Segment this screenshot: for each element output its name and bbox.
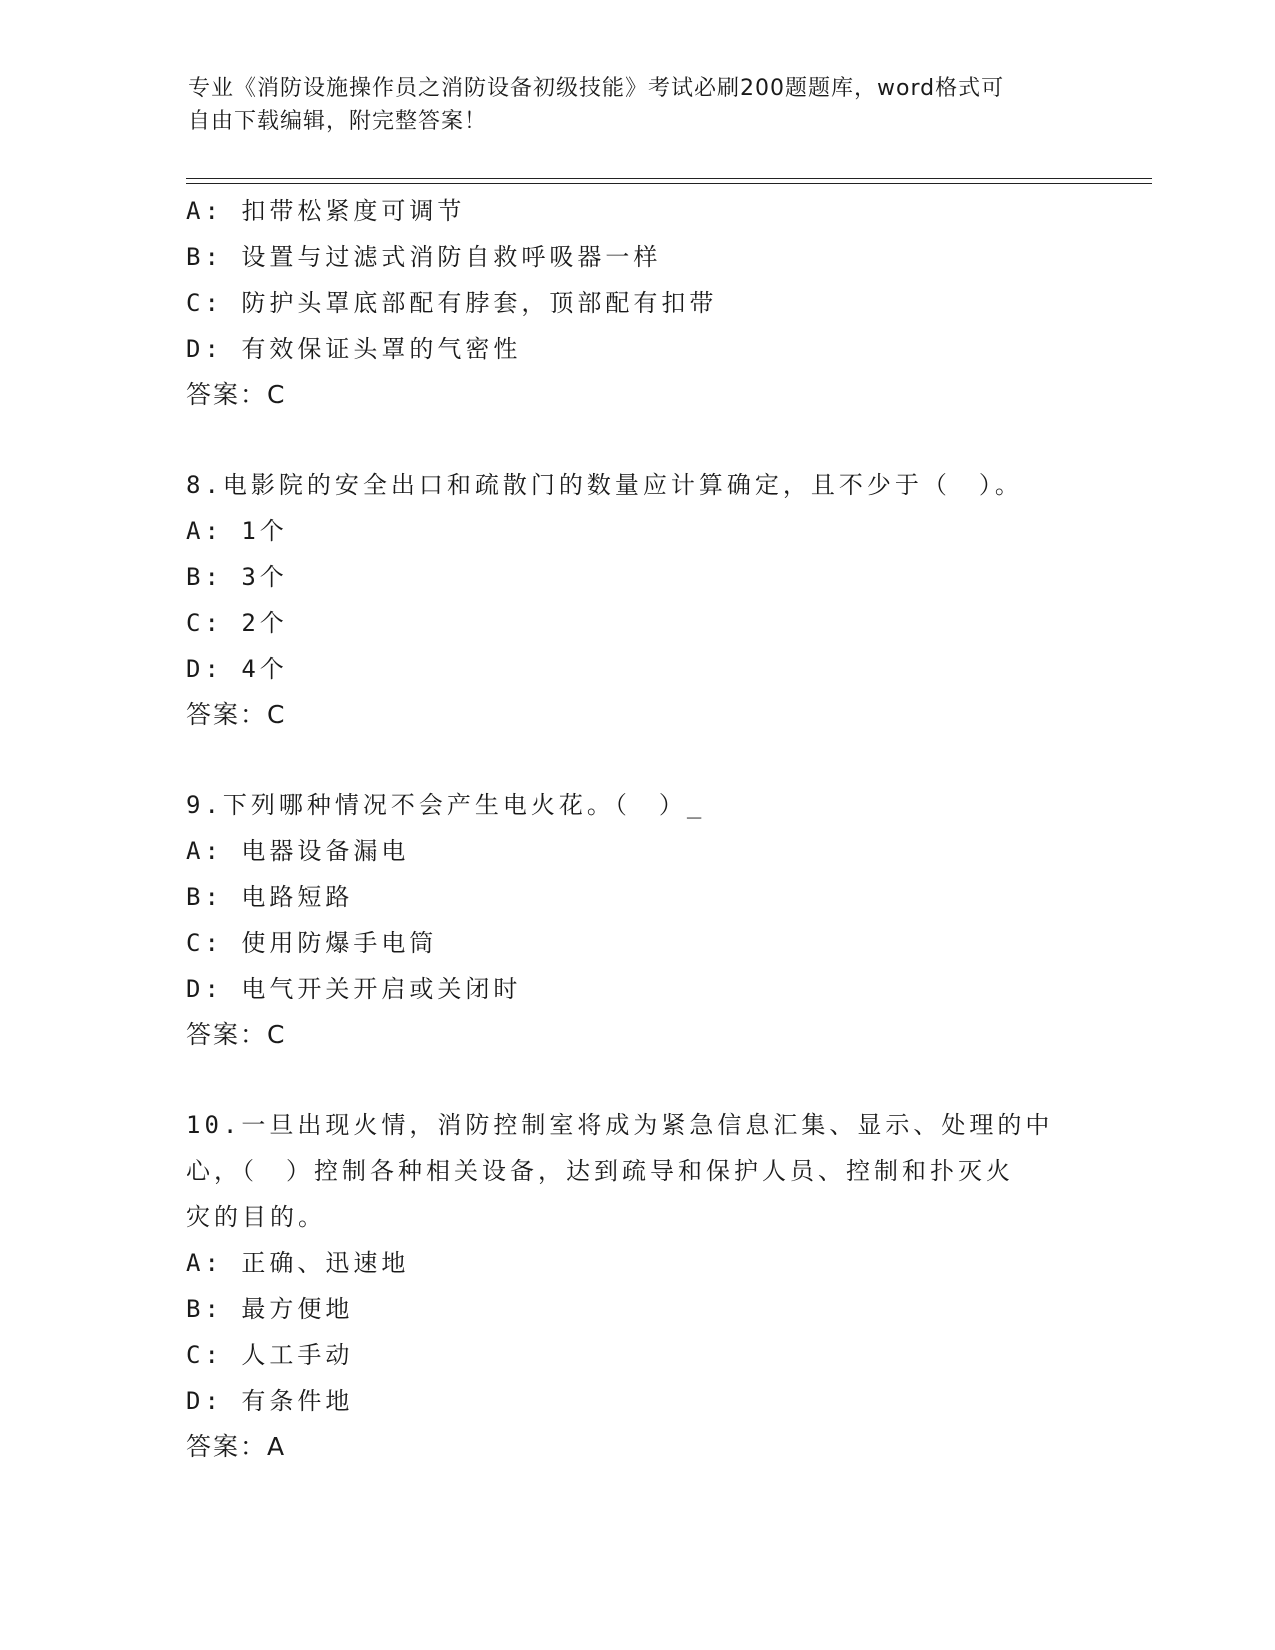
option-c: C: 2个 [186,609,288,637]
answer-line: 答案：C [186,700,287,729]
header-line-2: 自由下载编辑，附完整答案！ [188,109,488,134]
option-d: D: 4个 [186,655,288,683]
question-content [186,188,1086,1470]
option-a: A: 1个 [186,517,288,545]
answer-line: 答案：C [186,1020,287,1049]
option-c: C: 人工手动 [186,1341,354,1369]
answer-line: 答案：A [186,1432,287,1461]
answer-line: 答案：C [186,380,287,409]
option-b: B: 最方便地 [186,1295,354,1323]
question-text [186,1102,1086,1240]
option-d: D: 电气开关开启或关闭时 [186,975,522,1003]
option-b: B: 设置与过滤式消防自救呼吸器一样 [186,243,662,271]
option-a: A: 电器设备漏电 [186,837,410,865]
question-text-line-2: 心，（ ）控制各种相关设备，达到疏导和保护人员、控制和扑灭火 [186,1157,1014,1185]
question-10-block [186,1102,1086,1470]
header-line-1: 专业《消防设施操作员之消防设备初级技能》考试必刷200题题库，word格式可 [188,76,1005,101]
header-divider-top [186,178,1152,179]
option-a: A: 扣带松紧度可调节 [186,197,466,225]
option-d: D: 有条件地 [186,1387,354,1415]
option-c: C: 使用防爆手电筒 [186,929,438,957]
document-header [188,72,1068,138]
question-8-block [186,462,1086,738]
question-text: 8.电影院的安全出口和疏散门的数量应计算确定，且不少于（ ）。 [186,471,1023,499]
question-text-line-1: 10.一旦出现火情，消防控制室将成为紧急信息汇集、显示、处理的中 [186,1111,1054,1139]
header-divider-bottom [186,183,1152,184]
option-b: B: 3个 [186,563,288,591]
question-9-block [186,782,1086,1058]
option-d: D: 有效保证头罩的气密性 [186,335,522,363]
option-b: B: 电路短路 [186,883,354,911]
question-7-block [186,188,1086,418]
question-text-line-3: 灾的目的。 [186,1203,326,1231]
question-text: 9.下列哪种情况不会产生电火花。（ ）_ [186,791,706,819]
option-c: C: 防护头罩底部配有脖套，顶部配有扣带 [186,289,718,317]
option-a: A: 正确、迅速地 [186,1249,410,1277]
